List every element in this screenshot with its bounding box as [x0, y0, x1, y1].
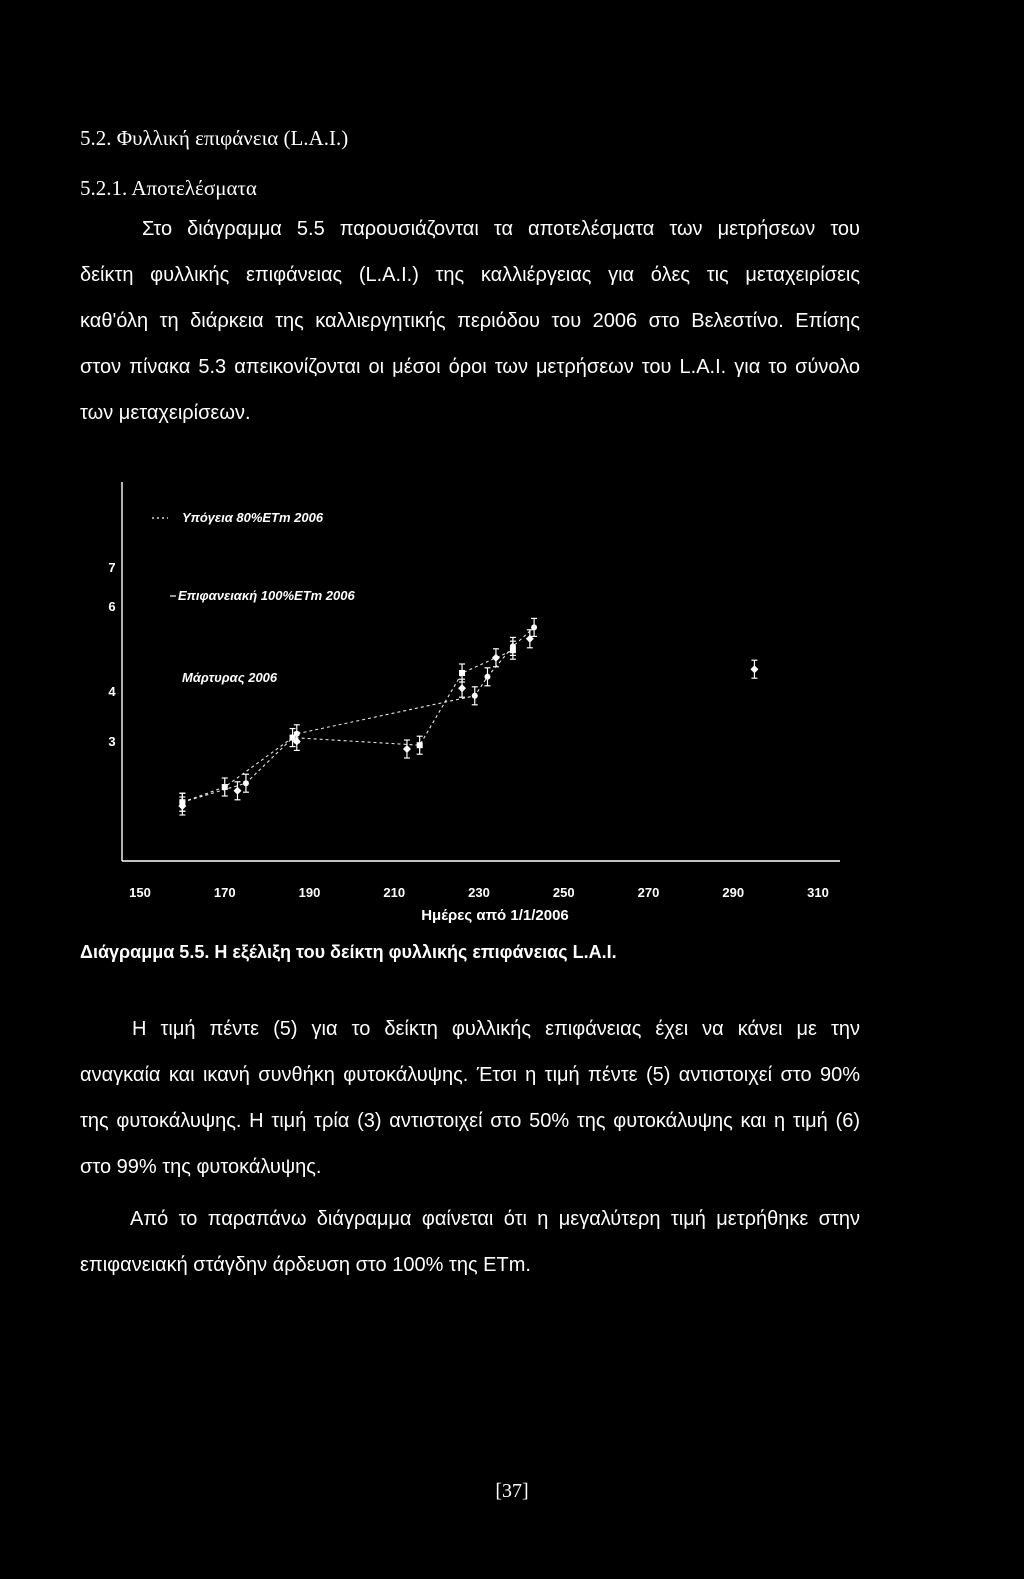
data-point [417, 742, 423, 748]
figure-caption: Διάγραμμα 5.5. Η εξέλιξη του δείκτη φυλλικής επιφάνειας L.A.I. [80, 942, 617, 962]
chart-ticks [108, 560, 828, 900]
x-tick-label: 210 [383, 885, 406, 900]
x-tick-label: 150 [129, 885, 151, 900]
paragraph-1 [80, 206, 860, 252]
paragraph-3-line: επιφανειακή στάγδην άρδευση στο 100% της ETm. [80, 1254, 531, 1276]
legend-entry: Μάρτυρας 2006 [182, 670, 278, 685]
paragraph-3 [80, 1196, 860, 1242]
paragraph-1-line: των μεταχειρίσεων. [80, 402, 251, 424]
x-tick-label: 190 [298, 885, 321, 900]
x-tick-label: 230 [468, 885, 490, 900]
data-point [472, 693, 478, 699]
paragraph-1-line: δείκτη φυλλικής επιφάνειας (L.A.I.) της καλλιέργειας για όλες τις μεταχειρίσεις [80, 264, 860, 286]
paragraph-1-body [80, 252, 860, 436]
x-tick-label: 270 [637, 885, 660, 900]
x-axis-label: Ημέρες από 1/1/2006 [421, 907, 569, 924]
paragraph-2-line: της φυτοκάλυψης. Η τιμή τρία (3) αντιστοιχεί στο 50% της φυτοκάλυψης και η τιμή (6) [80, 1110, 860, 1132]
y-tick-label: 3 [108, 734, 116, 749]
paragraph-3-line: Από το παραπάνω διάγραμμα φαίνεται ότι η μεγαλύτερη τιμή μετρήθηκε στην [130, 1208, 860, 1230]
y-tick-label: 4 [108, 684, 116, 699]
paragraph-1-line: καθ'όλη τη διάρκεια της καλλιεργητικής περιόδου του 2006 στο Βελεστίνο. Επίσης [80, 310, 860, 332]
legend-entry: Υπόγεια 80%ETm 2006 [182, 510, 324, 525]
subsection-heading: 5.2.1. Αποτελέσματα [80, 176, 257, 200]
series-line [182, 627, 534, 802]
paragraph-2-line: Η τιμή πέντε (5) για το δείκτη φυλλικής επιφάνειας έχει να κάνει με την [132, 1018, 860, 1040]
paragraph-2-body [80, 1052, 860, 1190]
data-point [484, 674, 490, 680]
paragraph-1-line: στον πίνακα 5.3 απεικονίζονται οι μέσοι όροι των μετρήσεων του L.A.I. για το σύνολο [80, 356, 860, 378]
paragraph-2-line: αναγκαία και ικανή συνθήκη φυτοκάλυψης. Έτσι η τιμή πέντε (5) αντιστοιχεί στο 90% [80, 1064, 860, 1086]
x-tick-label: 290 [722, 885, 745, 900]
paragraph-2-line: στο 99% της φυτοκάλυψης. [80, 1156, 322, 1178]
legend-entry: Επιφανειακή 100%ETm 2006 [178, 588, 355, 603]
lai-chart [0, 470, 1024, 930]
paragraph-3-body [80, 1242, 860, 1288]
x-tick-label: 170 [213, 885, 236, 900]
data-point [750, 665, 758, 673]
y-tick-label: 7 [108, 560, 116, 575]
y-tick-label: 6 [108, 599, 116, 614]
data-point [459, 670, 465, 676]
page-number: [37] [495, 1480, 529, 1502]
x-tick-label: 250 [552, 885, 575, 900]
x-tick-label: 310 [807, 885, 829, 900]
paragraph-1-line: Στο διάγραμμα 5.5 παρουσιάζονται τα αποτελέσματα των μετρήσεων του [142, 218, 860, 240]
chart-legend [152, 510, 356, 685]
chart-marks [178, 618, 758, 815]
section-heading: 5.2. Φυλλική επιφάνεια (L.A.I.) [80, 126, 349, 150]
paragraph-2 [80, 1006, 860, 1052]
